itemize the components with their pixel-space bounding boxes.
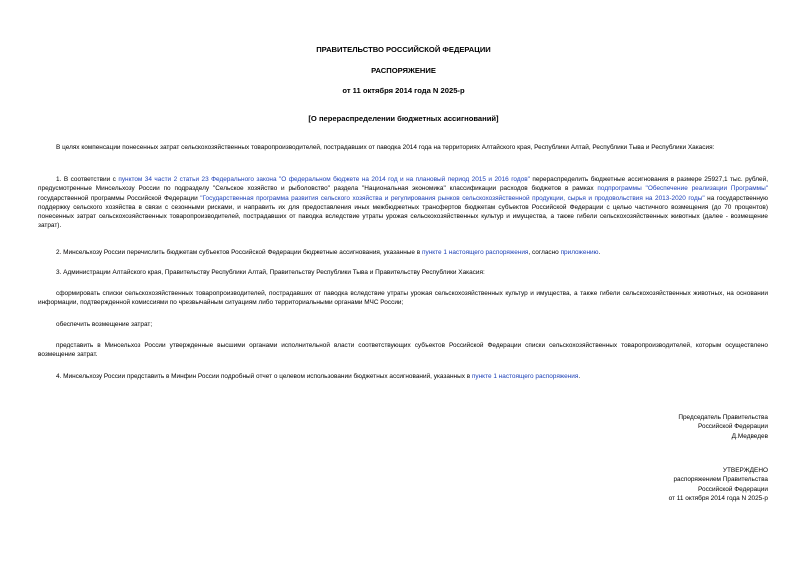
paragraph-4 [38, 372, 768, 381]
paragraph-3-item-b: обеспечить возмещение затрат; [56, 321, 153, 328]
paragraph-3: 3. Администрации Алтайского края, Правительству Республики Алтай, Правительству Республики Тыва и Правительству Республики Хакасия: [56, 269, 485, 276]
approval-date-number: от 11 октября 2014 года N 2025-р [668, 494, 768, 502]
paragraph-1-text-4: на государственную поддержку сельского хозяйства в связи с сезонными рисками, и направить их для предоставления иных межбюджетных трансфертов бюджетам субъектов Российской Федерации с целью частичного возмещения (до 70 процентов) понесенных затрат сельскохозяйственных товаропроизводителей, пострадавших от паводка вследствие утраты урожая сельскохозяйственных культур и имущества, а также гибели сельскохозяйственных животных (далее - возмещение затрат). [38, 194, 768, 230]
government-heading: ПРАВИТЕЛЬСТВО РОССИЙСКОЙ ФЕДЕРАЦИИ [316, 45, 491, 54]
approval-block [669, 466, 768, 503]
signature-block [678, 413, 768, 441]
document-date-number: от 11 октября 2014 года N 2025-р [342, 86, 465, 95]
approval-organization: Российской Федерации [697, 485, 768, 493]
federal-law-link[interactable]: пунктом 34 части 2 статьи 23 Федерального закона "О федеральном бюджете на 2014 год и на плановый период 2015 и 2016 годов" [118, 176, 530, 183]
intro-paragraph: В целях компенсации понесенных затрат сельскохозяйственных товаропроизводителей, пострадавших от паводка 2014 года на территориях Алтайского края, Республики Алтай, Республики Тыва и Республики Хакасия: [56, 144, 715, 151]
paragraph-2-text-1: 2. Минсельхозу России перечислить бюджетам субъектов Российской Федерации бюджетные ассигнования, указанные в [56, 249, 423, 256]
paragraph-3-item-c: представить в Минсельхоз России утвержденные высшими органами исполнительной власти соответствующих субъектов Российской Федерации списки сельскохозяйственных товаропроизводителей, которым осуществлено возмещение затрат. [38, 342, 768, 359]
paragraph-4-text-2: . [578, 373, 581, 380]
approval-by: распоряжением Правительства [673, 476, 768, 484]
signature-position: Председатель Правительства [678, 414, 768, 421]
signature-organization: Российской Федерации [697, 423, 768, 431]
approval-title: УТВЕРЖДЕНО [722, 467, 768, 474]
paragraph-1 [38, 175, 768, 231]
paragraph-1-text-2: перераспределить бюджетные ассигнования в размере 25927,1 тыс. рублей, предусмотренные Минсельхозу России по подразделу "Сельское хозяйство и рыболовство" раздела "Национальная экономика" классификации расходов бюджетов в рамках [38, 176, 768, 193]
paragraph-2 [38, 248, 768, 257]
paragraph-2-item1-link[interactable]: пункте 1 настоящего распоряжения [422, 249, 529, 256]
paragraph-3-item-a: сформировать списки сельскохозяйственных товаропроизводителей, пострадавших от паводка вследствие утраты урожая сельскохозяйственных культур и имущества, а также гибели сельскохозяйственных животных, на основании информации, подтвержденной комиссиями по чрезвычайным ситуациям либо территориальными органами МЧС России; [38, 290, 768, 307]
paragraph-2-text-2: , согласно [528, 249, 561, 256]
paragraph-1-text-3: государственной программы Российской Федерации [38, 194, 201, 202]
appendix-link[interactable]: приложению [560, 249, 599, 256]
paragraph-1-text-1: 1. В соответствии с [56, 176, 119, 183]
state-program-link[interactable]: "Государственная программа развития сельского хозяйства и регулирования рынков сельскохозяйственной продукции, сырья и продовольствия на 2013-2020 годы" [200, 194, 705, 202]
document-type-heading: РАСПОРЯЖЕНИЕ [371, 66, 436, 75]
paragraph-4-text-1: 4. Минсельхозу России представить в Минфин России подробный отчет о целевом использовании бюджетных ассигнований, указанных в [56, 373, 472, 380]
paragraph-4-item1-link[interactable]: пункте 1 настоящего распоряжения [471, 373, 579, 380]
subprogram-link[interactable]: подпрограммы "Обеспечение реализации Программы" [597, 185, 768, 193]
paragraph-2-text-3: . [598, 249, 601, 256]
signature-name: Д.Медведев [731, 432, 768, 440]
document-subject: [О перераспределении бюджетных ассигнований] [308, 114, 499, 123]
